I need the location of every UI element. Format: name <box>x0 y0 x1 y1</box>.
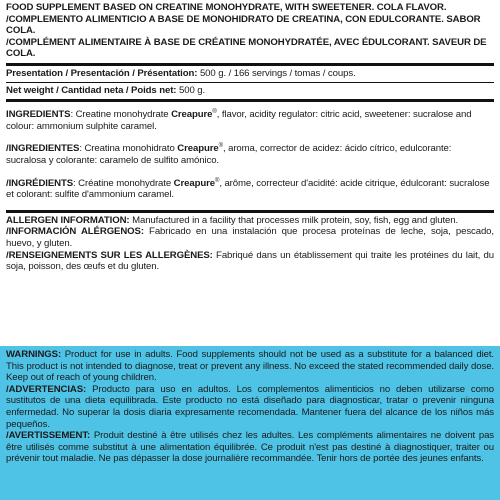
presentation-label: Presentation / Presentación / Présentation: <box>6 67 198 79</box>
presentation-line <box>6 68 494 80</box>
ingredients-fr <box>6 176 494 201</box>
allergen-en-text: Manufactured in a facility that processes milk protein, soy, fish, egg and gluten. <box>129 214 459 226</box>
ingredients-en <box>6 107 494 132</box>
warnings-es-head: /ADVERTENCIAS: <box>6 383 87 395</box>
warnings-en-text: Product for use in adults. Food supplements should not be used as a substitute for a balanced diet. This product is not intended to diagnose, treat or prevent any illness. No exceed the stated recommended daily dose. Keep out of reach of young children. <box>6 349 494 384</box>
ingredients-en-head: INGREDIENTS <box>6 109 71 121</box>
presentation-value: 500 g. / 166 servings / tomas / coups. <box>197 67 356 79</box>
divider <box>6 82 494 83</box>
warnings-es-text: Producto para uso en adultos. Los complementos alimenticios no deben utilizarse como sustitutos de una dieta equilibrada. Este producto no está diseñado para diagnosticar, tratar o prevenir ninguna enfermedad. No superar la dosis diaria expresamente recomendada. Mantener fuera del alcance de los niños más pequeños. <box>6 383 494 430</box>
ingredients-es-head: /INGREDIENTES <box>6 143 80 155</box>
allergen-fr <box>6 250 494 273</box>
warnings-en <box>6 349 494 384</box>
ingredients-fr-head: /INGRÉDIENTS <box>6 177 74 189</box>
title-fr: /COMPLÉMENT ALIMENTAIRE À BASE DE CRÉATINE MONOHYDRATÉE, AVEC ÉDULCORANT. SAVEUR DE COLA. <box>6 36 487 60</box>
net-weight-value: 500 g. <box>176 84 206 96</box>
warnings-box <box>0 346 500 500</box>
brand-text: Creapure <box>171 109 213 121</box>
divider <box>6 63 494 66</box>
brand-text: Creapure <box>173 177 215 189</box>
presentation-section <box>6 68 494 96</box>
ingredients-fr-post: , arôme, correcteur d'acidité: acide citrique, édulcorant: sucralose et colorant: sulfite d'ammonium caramel. <box>6 177 490 201</box>
divider <box>6 99 494 102</box>
allergen-es-text: Fabricado en una instalación que procesa proteínas de leche, soja, pescado, huevo, y gluten. <box>6 226 494 249</box>
divider <box>6 210 494 213</box>
title-en: FOOD SUPPLEMENT BASED ON CREATINE MONOHYDRATE, WITH SWEETENER. COLA FLAVOR. <box>6 2 447 13</box>
net-weight-line <box>6 85 494 97</box>
warnings-fr-head: /AVERTISSEMENT: <box>6 430 91 442</box>
allergen-es <box>6 226 494 249</box>
allergen-section <box>6 215 494 273</box>
ingredients-section <box>6 104 494 201</box>
brand-name <box>174 178 220 189</box>
warnings-es <box>6 384 494 430</box>
net-weight-label: Net weight / Cantidad neta / Poids net: <box>6 84 177 96</box>
brand-name <box>171 109 217 120</box>
ingredients-fr-pre: : Créatine monohydrate <box>73 177 174 189</box>
allergen-en <box>6 215 494 227</box>
ingredients-es-pre: : Creatina monohidrato <box>79 143 178 155</box>
warnings-fr-text: Produit destiné à être utilisés chez les adultes. Les compléments alimentaires ne doivent pas être utilisés comme substitut à une alimentation équilibrée. Ce produit n'est pas destiné à diagnostiquer, traiter ou prévenir tout maladie. Ne pas dépasser la dose journalière recommandée. Tenir hors de portée des jeunes enfants. <box>6 430 494 465</box>
registered-mark: ® <box>218 143 223 150</box>
registered-mark: ® <box>214 177 220 184</box>
title-es: /COMPLEMENTO ALIMENTICIO A BASE DE MONOHIDRATO DE CREATINA, CON EDULCORANTE. SABOR COLA. <box>6 13 481 37</box>
brand-name <box>177 143 223 154</box>
ingredients-en-pre: : Creatine monohydrate <box>70 109 172 121</box>
registered-mark: ® <box>212 109 217 116</box>
product-title <box>6 0 494 60</box>
ingredients-es-post: , aroma, corrector de acidez: ácido cítrico, edulcorante: sucralosa y colorante: caramelo de sulfito amónico. <box>6 143 452 166</box>
warnings-fr <box>6 430 494 465</box>
allergen-es-head: /INFORMACIÓN ALÉRGENOS: <box>6 226 144 238</box>
allergen-fr-text: Fabriqué dans un établissement qui traite les protéines du lait, du soja, poisson, des œufs et du gluten. <box>6 249 494 273</box>
allergen-fr-head: /RENSEIGNEMENTS SUR LES ALLERGÈNES: <box>6 249 213 261</box>
brand-text: Creapure <box>177 143 219 155</box>
allergen-en-head: ALLERGEN INFORMATION: <box>6 214 130 226</box>
ingredients-en-post: , flavor, acidity regulator: citric acid, sweetener: sucralose and colour: ammonium sulphite caramel. <box>6 109 472 132</box>
ingredients-es <box>6 141 494 166</box>
warnings-en-head: WARNINGS: <box>6 349 62 360</box>
